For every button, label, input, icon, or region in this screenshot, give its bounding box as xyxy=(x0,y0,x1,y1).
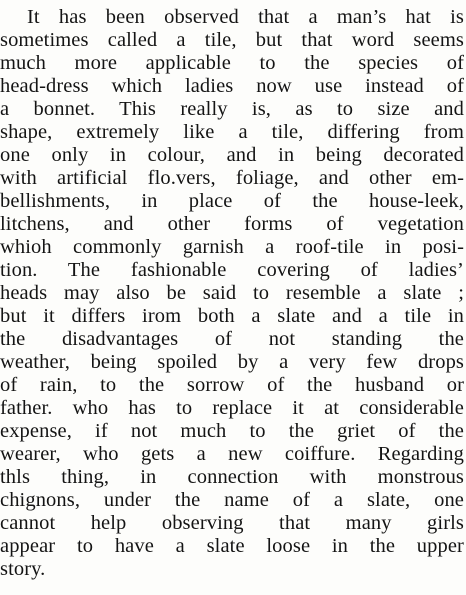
article-line: but it differs irom both a slate and a tile in xyxy=(0,305,464,327)
article-line: much more applicable to the species of xyxy=(0,52,464,74)
article-line: It has been observed that a man’s hat is xyxy=(27,6,464,28)
article-line: with artificial flo.vers, foliage, and other em- xyxy=(0,167,464,189)
article-line: cannot help observing that many girls xyxy=(0,512,464,534)
article-line: tion. The fashionable covering of ladies’ xyxy=(0,259,464,281)
article-line: appear to have a slate loose in the upper xyxy=(0,535,464,557)
article-line: shape, extremely like a tile, differing from xyxy=(0,121,464,143)
article-line: weather, being spoiled by a very few drops xyxy=(0,351,464,373)
article-line: expense, if not much to the griet of the xyxy=(0,420,464,442)
article-line: chignons, under the name of a slate, one xyxy=(0,489,464,511)
article-line: bellishments, in place of the house-leek, xyxy=(0,190,464,212)
article-line: whioh commonly garnish a roof-tile in posi- xyxy=(0,236,464,258)
article-line: wearer, who gets a new coiffure. Regarding xyxy=(0,443,464,465)
article-line: sometimes called a tile, but that word seems xyxy=(0,29,464,51)
article-line: the disadvantages of not standing the xyxy=(0,328,464,350)
article-line: thls thing, in connection with monstrous xyxy=(0,466,464,488)
article-line: litchens, and other forms of vegetation xyxy=(0,213,464,235)
article-line: of rain, to the sorrow of the husband or xyxy=(0,374,464,396)
article-line: heads may also be said to resemble a slate ; xyxy=(0,282,464,304)
article-line: one only in colour, and in being decorated xyxy=(0,144,464,166)
article-line: story. xyxy=(0,558,46,580)
article-line: father. who has to replace it at considerable xyxy=(0,397,464,419)
article-line: a bonnet. This really is, as to size and xyxy=(0,98,464,120)
article-line: head-dress which ladies now use instead of xyxy=(0,75,464,97)
